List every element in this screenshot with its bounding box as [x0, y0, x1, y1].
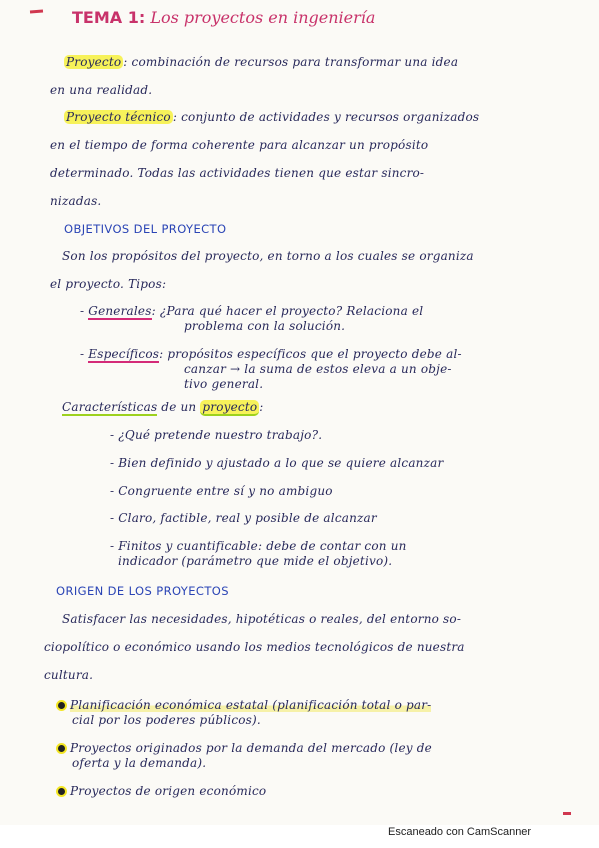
term-generales: Generales — [88, 304, 152, 318]
red-pen-mark — [30, 10, 43, 14]
origen-bullet-1 — [56, 698, 431, 712]
term-proyecto-2: proyecto — [202, 400, 258, 414]
generales-definition: : ¿Para qué hacer el proyecto? Relaciona el — [151, 304, 424, 318]
origen-heading: ORIGEN DE LOS PROYECTOS — [56, 584, 229, 598]
caracteristica-item-5: - Finitos y cuantificable: debe de contar con un — [110, 539, 407, 553]
especificos-line-2: canzar → la suma de estos eleva a un obje- — [184, 362, 452, 376]
origen-bullet-1-text: Planificación económica estatal (planificación total o par- — [70, 698, 432, 712]
generales-line-2: problema con la solución. — [184, 319, 346, 333]
origen-bullet-2-text: Proyectos originados por la demanda del mercado (ley de — [70, 741, 432, 755]
term-proyecto-tecnico: Proyecto técnico — [66, 110, 171, 124]
bullet-dot-icon — [56, 743, 67, 754]
especificos-line-1: - Específicos: propósitos específicos que el proyecto debe al- — [80, 347, 462, 361]
especificos-definition: : propósitos específicos que el proyecto debe al- — [159, 347, 462, 361]
caracteristica-item-2: - Bien definido y ajustado a lo que se quiere alcanzar — [110, 456, 444, 470]
origen-line-2: ciopolítico o económico usando los medios tecnológicos de nuestra — [44, 640, 465, 654]
proyecto-tecnico-line-1 — [64, 110, 479, 124]
origen-bullet-1-cont: cial por los poderes públicos). — [72, 713, 261, 727]
caracteristica-item-5-cont: indicador (parámetro que mide el objetivo). — [118, 554, 393, 568]
proyecto-tecnico-line-3: determinado. Todas las actividades tienen que estar sincro- — [50, 166, 425, 180]
origen-line-1: Satisfacer las necesidades, hipotéticas o reales, del entorno so- — [62, 612, 462, 626]
term-proyecto: Proyecto — [66, 55, 122, 69]
caracteristicas-colon: : — [259, 400, 264, 414]
objetivos-heading: OBJETIVOS DEL PROYECTO — [64, 222, 227, 236]
origen-bullet-2-cont: oferta y la demanda). — [72, 756, 207, 770]
title-text: Los proyectos en ingeniería — [150, 8, 376, 27]
origen-bullet-3 — [56, 784, 266, 798]
caracteristica-item-4: - Claro, factible, real y posible de alcanzar — [110, 511, 377, 525]
caracteristica-item-1: - ¿Qué pretende nuestro trabajo?. — [110, 428, 323, 442]
origen-bullet-3-text: Proyectos de origen económico — [70, 784, 267, 798]
especificos-line-3: tivo general. — [184, 377, 264, 391]
generales-line-1: - Generales: ¿Para qué hacer el proyecto? Relaciona el — [80, 304, 424, 318]
caracteristicas-connector: de un — [157, 400, 201, 414]
red-edge-mark — [563, 812, 571, 815]
objetivos-line-2: el proyecto. Tipos: — [50, 277, 167, 291]
proyecto-line-2: en una realidad. — [50, 83, 153, 97]
proyecto-tecnico-line-4: nizadas. — [50, 194, 102, 208]
origen-line-3: cultura. — [44, 668, 94, 682]
proyecto-tecnico-definition: : conjunto de actividades y recursos organizados — [172, 110, 480, 124]
bullet-dot-icon — [56, 786, 67, 797]
caracteristica-item-3: - Congruente entre sí y no ambiguo — [110, 484, 333, 498]
term-caracteristicas: Características — [62, 400, 158, 414]
caracteristicas-heading — [62, 400, 264, 414]
page-title — [72, 8, 375, 27]
title-prefix: TEMA 1: — [72, 8, 146, 27]
term-especificos: Específicos — [88, 347, 160, 361]
proyecto-definition: : combinación de recursos para transformar una idea — [123, 55, 459, 69]
proyecto-tecnico-line-2: en el tiempo de forma coherente para alcanzar un propósito — [50, 138, 429, 152]
scanner-watermark: Escaneado con CamScanner — [388, 826, 532, 838]
objetivos-line-1: Son los propósitos del proyecto, en torno a los cuales se organiza — [62, 249, 474, 263]
proyecto-line-1 — [64, 55, 458, 69]
bullet-dot-icon — [56, 700, 67, 711]
origen-bullet-2 — [56, 741, 432, 755]
